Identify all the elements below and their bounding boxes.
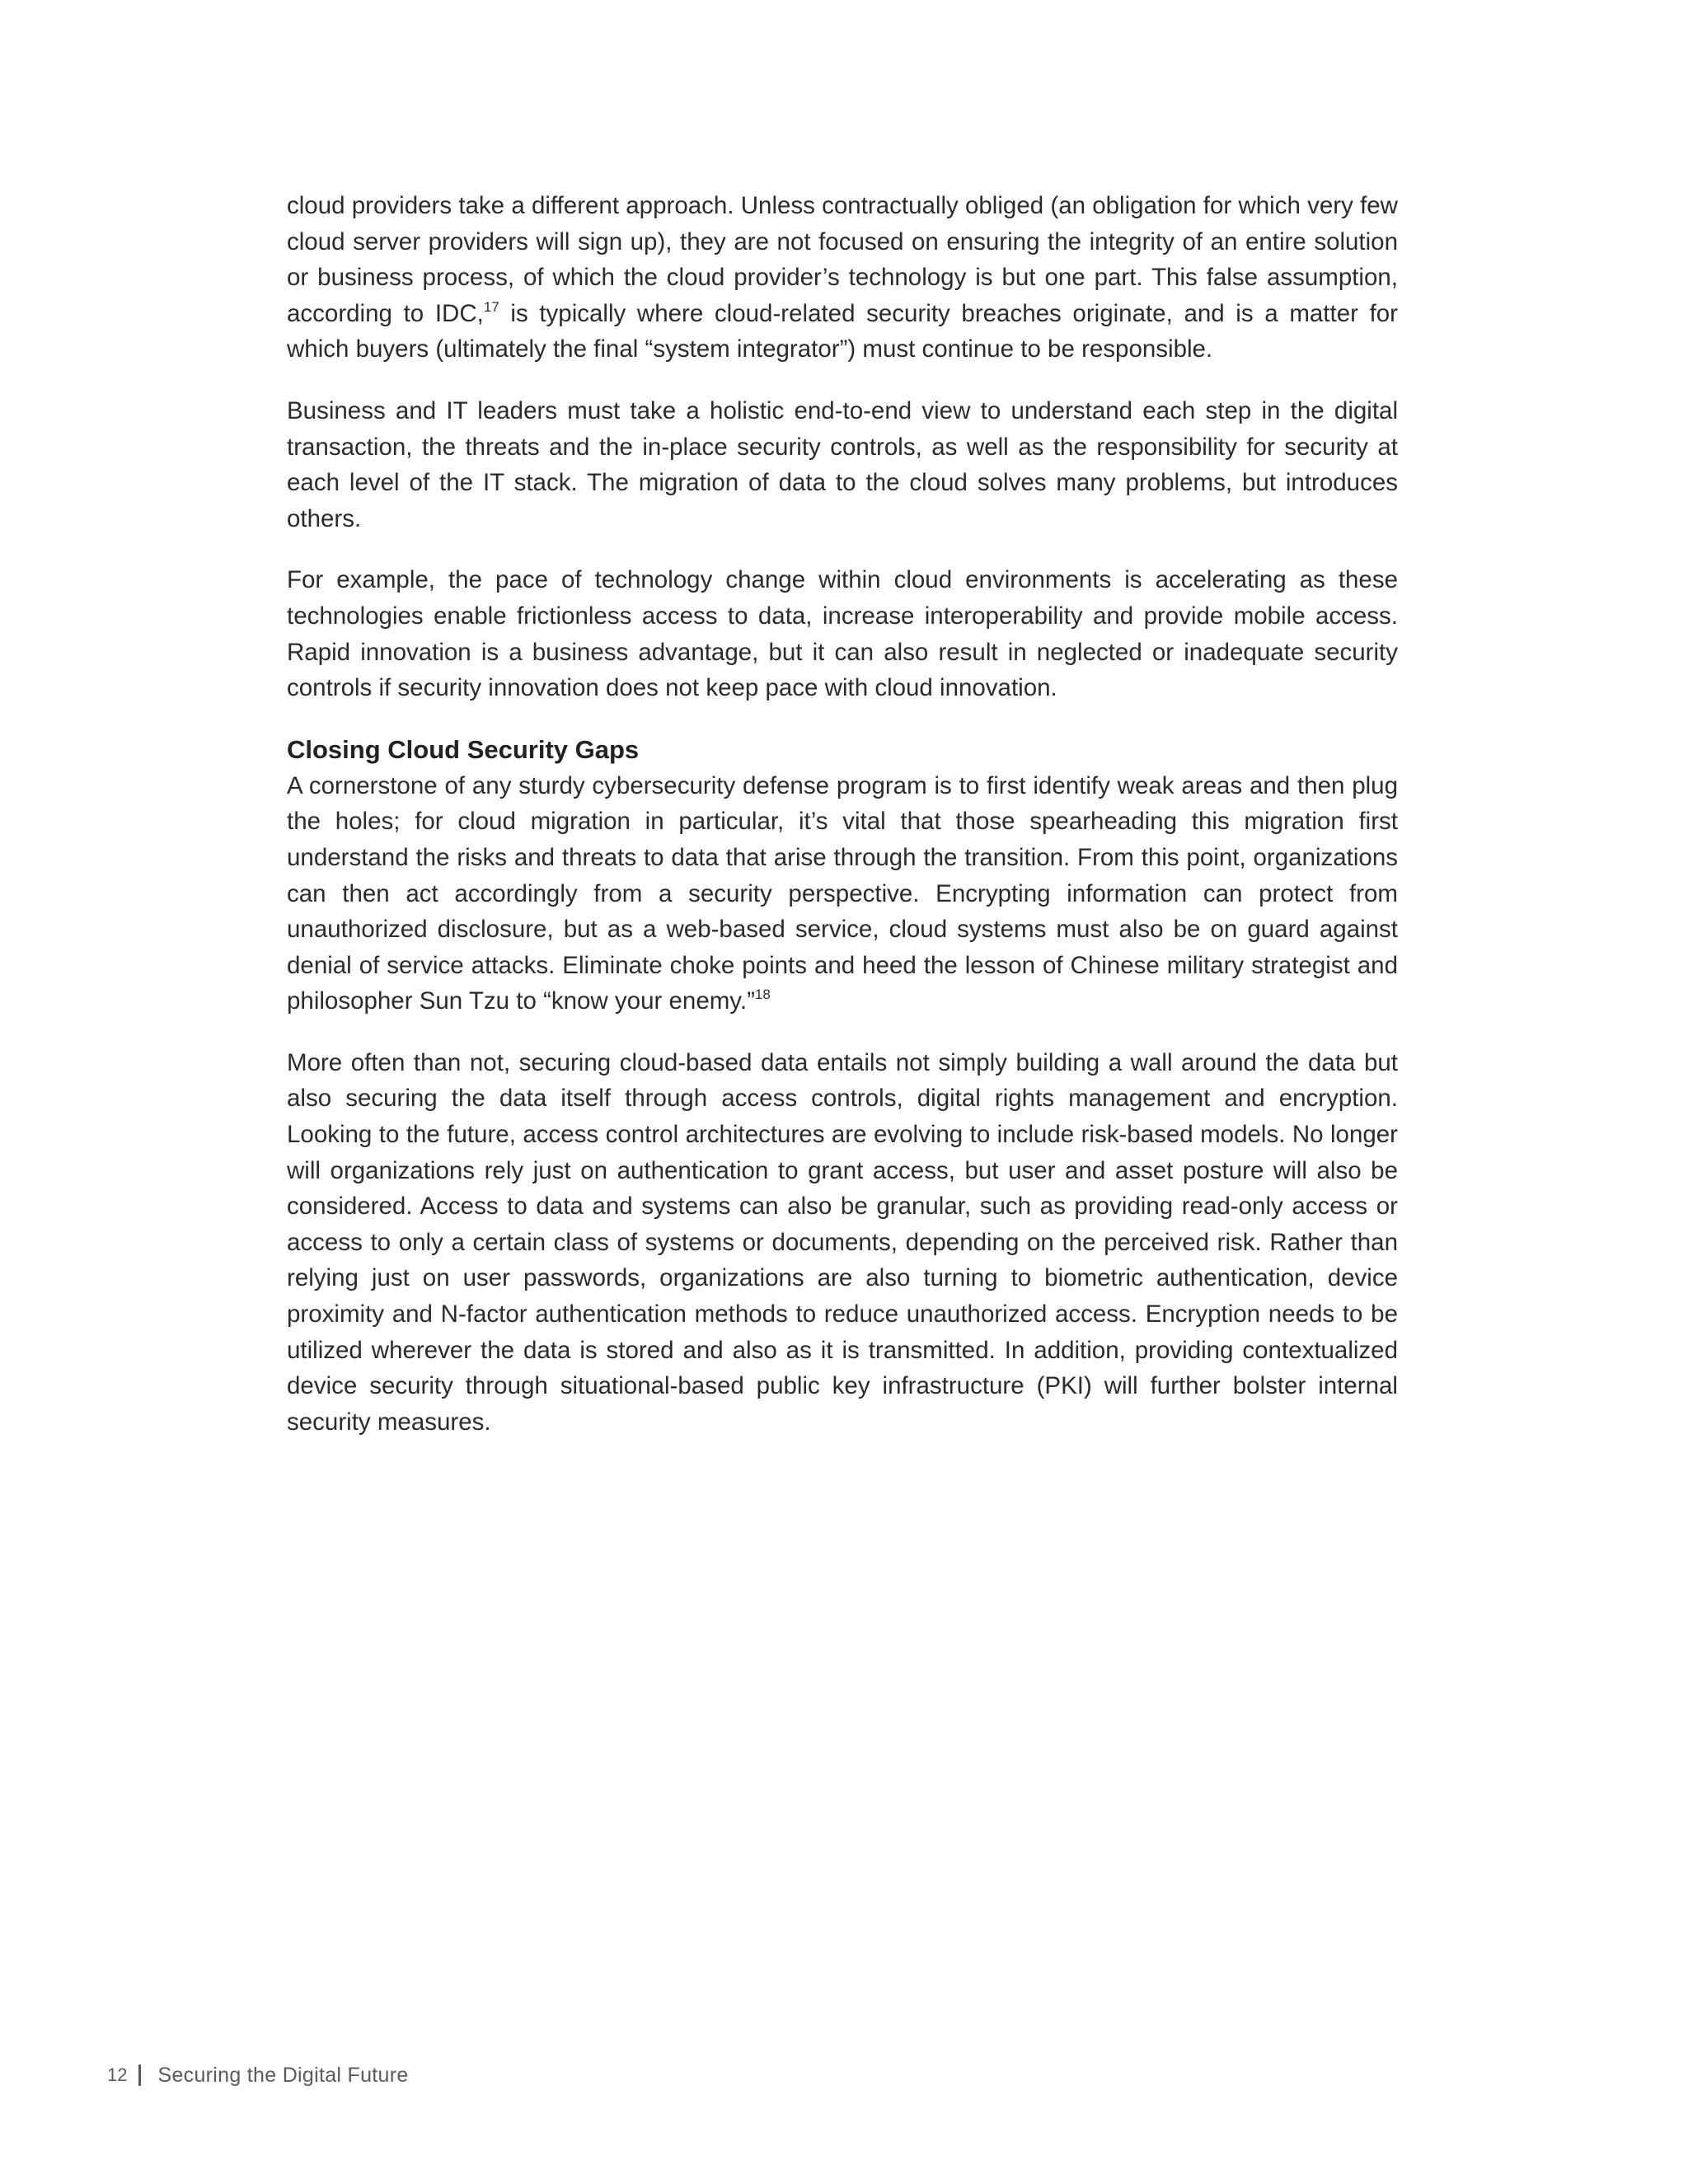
footer-document-title: Securing the Digital Future [157,2063,409,2087]
paragraph-text: is typically where cloud-related security breaches originate, and is a matter for which buyers (ultimately the final “system integrator”) must continue to be responsible. [287,299,1399,363]
paragraph-text: cloud providers take a different approach. Unless contractually obliged (an obligation for which very few cloud server providers will sign up), they are not focused on ensuring the integrity of an entire solution or business process, of which the cloud provider’s technology is but one part. This false assumption, according to IDC, [287,192,1398,327]
page-body [287,188,1398,1465]
body-paragraph [287,188,1398,368]
body-paragraph [287,768,1398,1019]
section-heading: Closing Cloud Security Gaps [287,734,640,764]
paragraph-text: A cornerstone of any sturdy cybersecurity defense program is to first identify weak areas and then plug the holes; for cloud migration in particular, it’s vital that those spearheading this migration first understand the risks and threats to data that arise through the transition. From this point, organizations can then act accordingly from a security perspective. Encrypting information can protect from unauthorized disclosure, but as a web-based service, cloud systems must also be on guard against denial of service attacks. Eliminate choke points and heed the lesson of Chinese military strategist and philosopher Sun Tzu to “know your enemy.” [287,771,1398,1015]
body-paragraph: More often than not, securing cloud-based data entails not simply building a wall around the data but also securing the data itself through access controls, digital rights management and encryption. Looking to the future, access control architectures are evolving to include risk-based models. No longer will organizations rely just on authentication to grant access, but user and asset posture will also be considered. Access to data and systems can also be granular, such as providing read-only access or access to only a certain class of systems or documents, depending on the perceived risk. Rather than relying just on user passwords, organizations are also turning to biometric authentication, device proximity and N-factor authentication methods to reduce unauthorized access. Encryption needs to be utilized wherever the data is stored and also as it is transmitted. In addition, providing contextualized device security through situational-based public key infrastructure (PKI) will further bolster internal security measures. [287,1048,1398,1436]
footnote-ref: 17 [483,298,499,315]
page-number: 12 [107,2064,128,2085]
body-paragraph: For example, the pace of technology change within cloud environments is accelerating as these technologies enable frictionless access to data, increase interoperability and provide mobile access. Rapid innovation is a business advantage, but it can also result in neglected or inadequate security controls if security innovation does not keep pace with cloud innovation. [287,566,1398,702]
footnote-ref: 18 [754,987,771,1003]
footer-separator [138,2064,141,2086]
page-footer [107,2060,409,2090]
body-paragraph: Business and IT leaders must take a holistic end-to-end view to understand each step in the digital transaction, the threats and the in-place security controls, as well as the responsibility for security at each level of the IT stack. The migration of data to the cloud solves many problems, but introduces others. [287,396,1398,532]
